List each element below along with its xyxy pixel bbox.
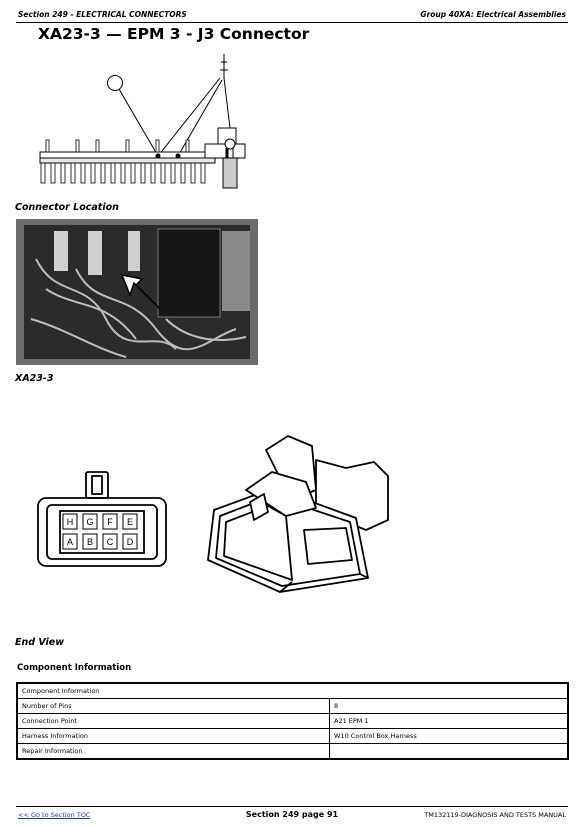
caption-end-view: End View <box>15 637 65 648</box>
pin-label-e: E <box>126 517 134 527</box>
table-header: Component Information <box>17 683 568 699</box>
manual-name: TM132119-DIAGNOSIS AND TESTS MANUAL <box>424 811 566 819</box>
table-header-row <box>17 683 568 699</box>
pin-label-h: H <box>66 517 74 527</box>
pin-label-a: A <box>66 537 74 547</box>
row-value: A21 EPM 1 <box>330 714 569 729</box>
caption-connector-location: Connector Location <box>15 202 119 213</box>
pin-label-f: F <box>107 517 113 527</box>
pin-label-c: C <box>106 537 114 547</box>
section-toc-link[interactable]: << Go to Section TOC <box>18 811 91 819</box>
row-value: 8 <box>330 699 569 714</box>
caption-connector-id: XA23-3 <box>15 373 54 384</box>
machine-overview-diagram <box>30 48 280 196</box>
section-label: Section 249 - ELECTRICAL CONNECTORS <box>18 10 187 19</box>
table-row <box>17 729 568 744</box>
page-header <box>16 8 568 23</box>
page-title: XA23-3 — EPM 3 - J3 Connector <box>38 25 310 43</box>
page-footer <box>16 806 568 823</box>
row-value: W10 Control Box Harness <box>330 729 569 744</box>
pin-label-g: G <box>86 517 94 527</box>
table-row <box>17 714 568 729</box>
table-row <box>17 744 568 760</box>
row-label: Repair Information <box>17 744 330 760</box>
row-value <box>330 744 569 760</box>
row-label: Harness Information <box>17 729 330 744</box>
connector-location-photo <box>16 219 258 365</box>
page-number: Section 249 page 91 <box>245 810 339 819</box>
caption-component-information: Component Information <box>17 663 132 673</box>
connector-end-view-diagram <box>16 410 416 620</box>
pin-label-d: D <box>126 537 134 547</box>
table-row <box>17 699 568 714</box>
pin-label-b: B <box>86 537 94 547</box>
row-label: Connection Point <box>17 714 330 729</box>
row-label: Number of Pins <box>17 699 330 714</box>
component-info-table <box>16 682 569 760</box>
group-label: Group 40XA: Electrical Assemblies <box>420 10 566 19</box>
